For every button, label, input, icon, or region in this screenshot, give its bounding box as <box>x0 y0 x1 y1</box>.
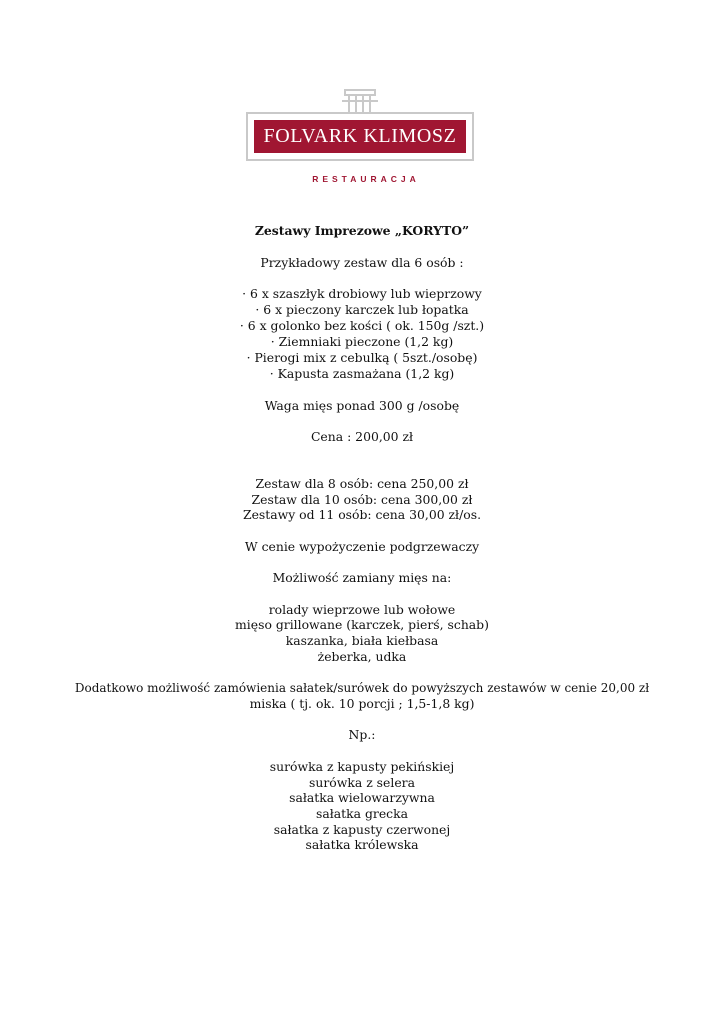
restaurant-logo <box>246 88 478 188</box>
other-set-price: Zestawy od 11 osób: cena 30,00 zł/os. <box>242 507 482 522</box>
set-item: · Kapusta zasmażana (1,2 kg) <box>269 366 455 381</box>
logo-banner <box>254 120 466 153</box>
logo-frame <box>246 112 474 161</box>
other-set-price: Zestaw dla 8 osób: cena 250,00 zł <box>255 476 469 491</box>
rental-note: W cenie wypożyczenie podgrzewaczy <box>244 539 480 554</box>
restaurant-name: FOLVARK KLIMOSZ <box>263 125 457 147</box>
weight-note: Waga mięs ponad 300 g /osobę <box>264 398 460 413</box>
salad-item: sałatka grecka <box>316 806 408 821</box>
salad-item: surówka z kapusty pekińskiej <box>269 759 455 774</box>
document-title: Zestawy Imprezowe „KORYTO” <box>254 223 470 238</box>
salad-item: sałatka królewska <box>305 837 419 852</box>
salad-item: sałatka wielowarzywna <box>289 790 435 805</box>
intro-line: Przykładowy zestaw dla 6 osób : <box>260 255 464 270</box>
salad-note: Dodatkowo możliwość zamówienia sałatek/surówek do powyższych zestawów w cenie 20,00 zł <box>74 681 650 695</box>
salad-item: sałatka z kapusty czerwonej <box>273 822 451 837</box>
meat-option: mięso grillowane (karczek, pierś, schab) <box>235 617 489 632</box>
other-set-price: Zestaw dla 10 osób: cena 300,00 zł <box>251 492 473 507</box>
price-line: Cena : 200,00 zł <box>310 429 414 444</box>
set-item: · 6 x szaszłyk drobiowy lub wieprzowy <box>242 286 482 301</box>
meat-option: żeberka, udka <box>317 649 407 664</box>
set-item: · Ziemniaki pieczone (1,2 kg) <box>270 334 454 349</box>
meat-option: kaszanka, biała kiełbasa <box>285 633 439 648</box>
set-item: · 6 x pieczony karczek lub łopatka <box>255 302 469 317</box>
set-item: · 6 x golonko bez kości ( ok. 150g /szt.) <box>239 318 485 333</box>
salad-item: surówka z selera <box>309 775 415 790</box>
set-item: · Pierogi mix z cebulką ( 5szt./osobę) <box>246 350 478 365</box>
example-label: Np.: <box>348 727 376 742</box>
restaurant-subtitle: RESTAURACJA <box>312 174 420 184</box>
meat-option: rolady wieprzowe lub wołowe <box>268 602 456 617</box>
salad-note-continued: miska ( tj. ok. 10 porcji ; 1,5-1,8 kg) <box>249 696 475 711</box>
meat-change-heading: Możliwość zamiany mięs na: <box>272 570 452 585</box>
